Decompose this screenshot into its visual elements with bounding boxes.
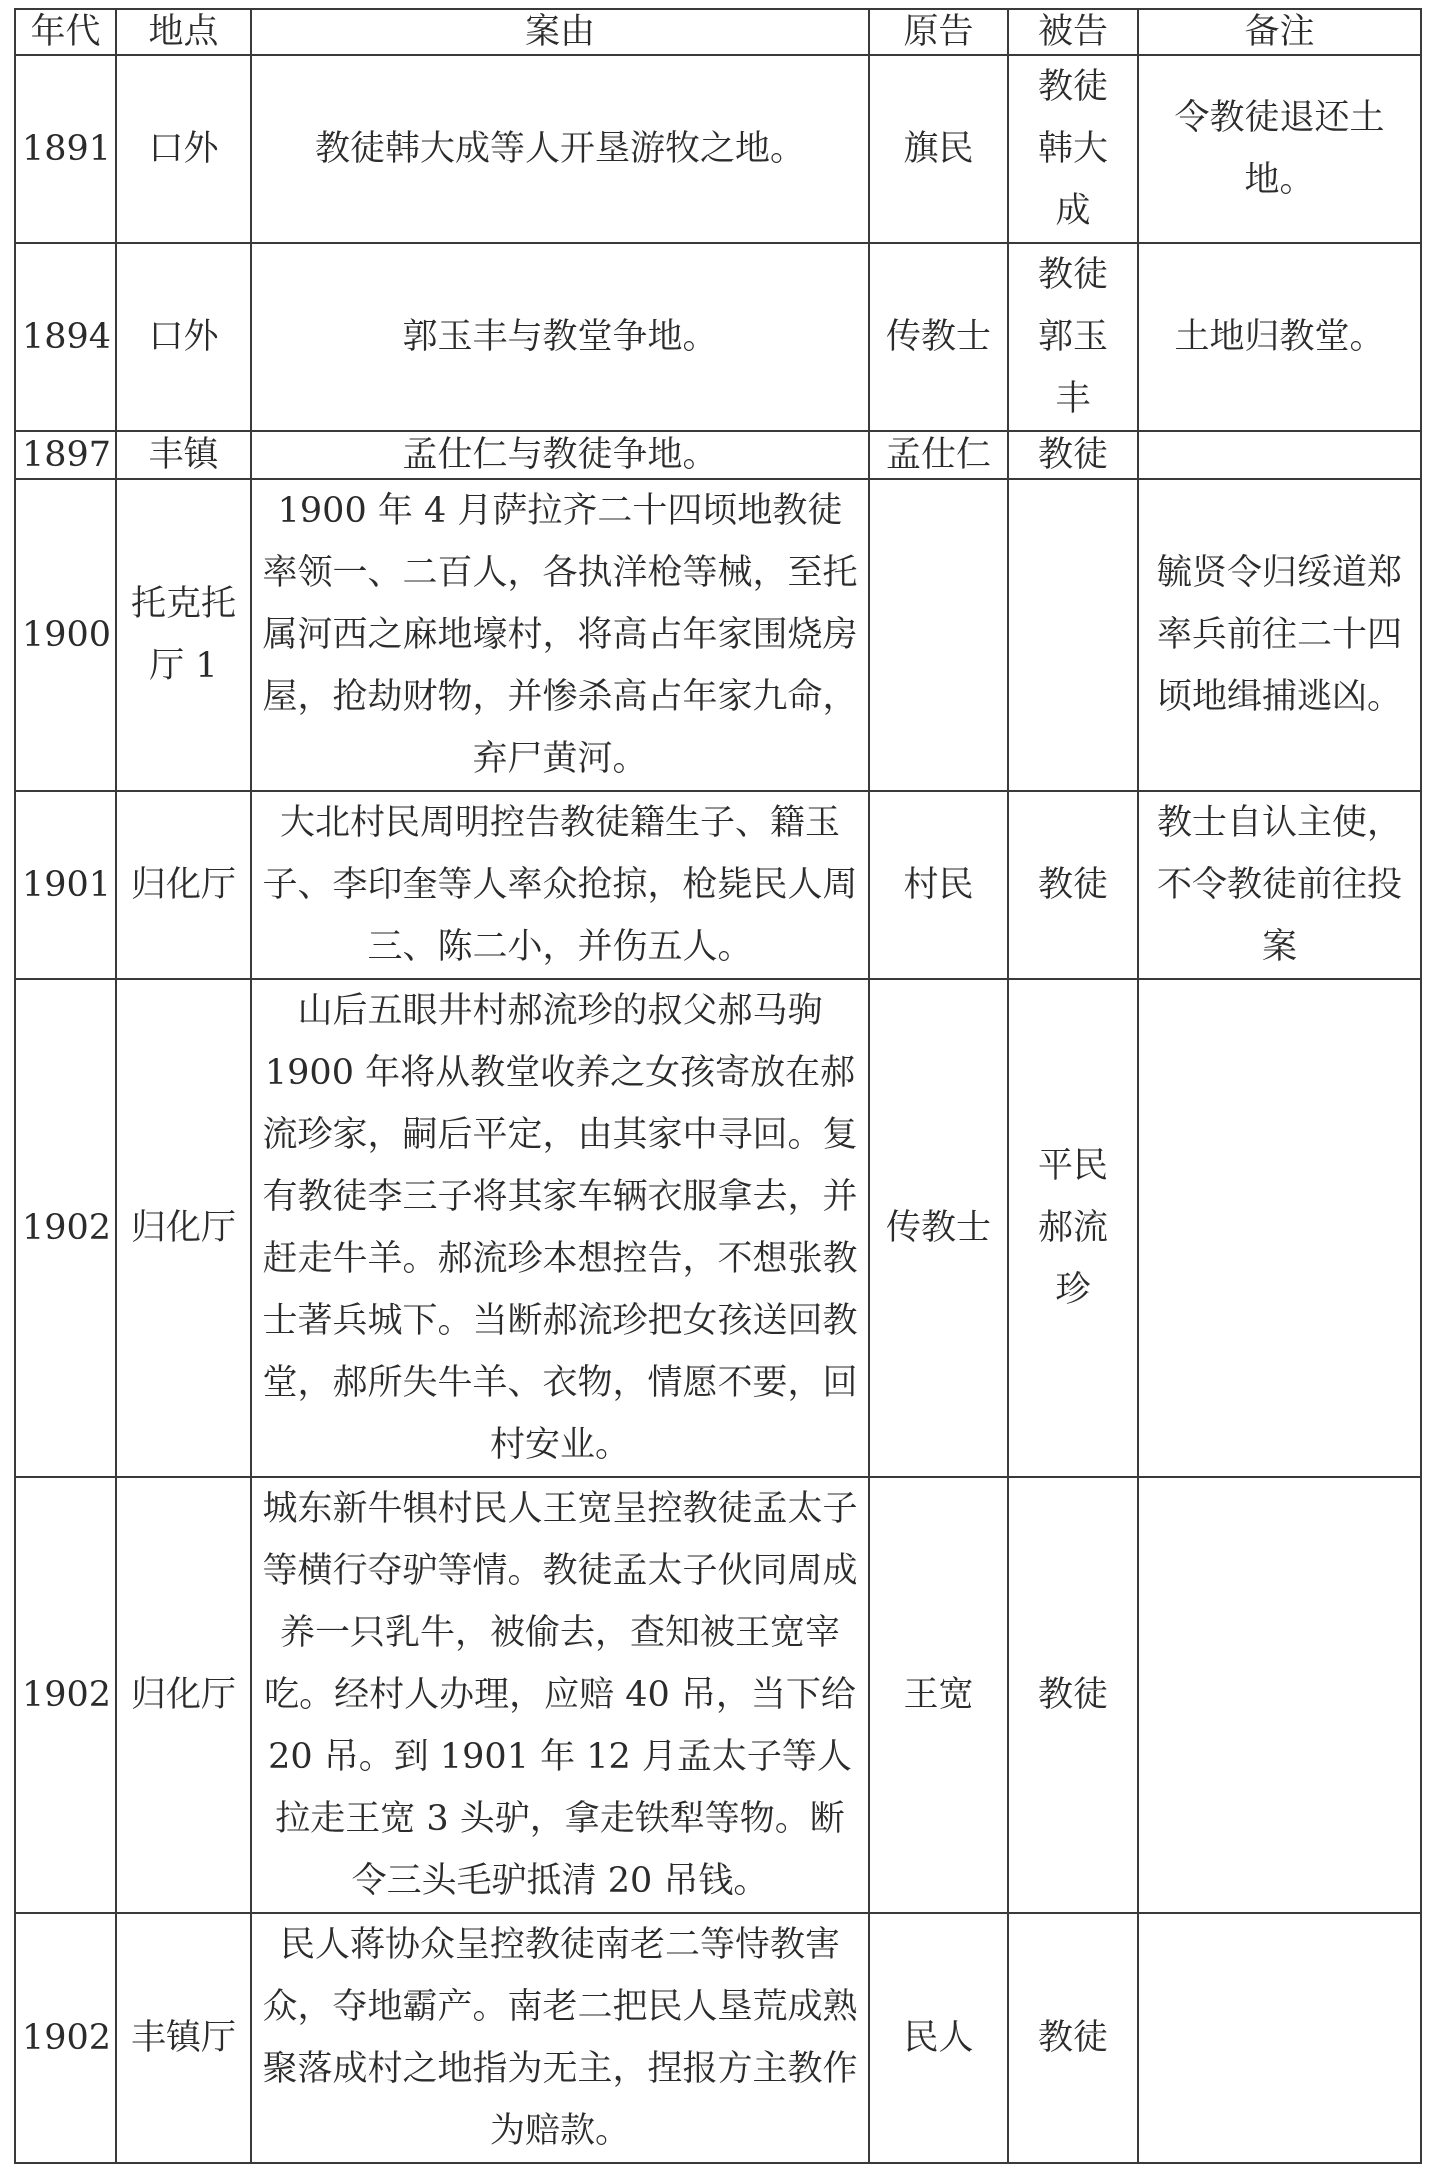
cell-plaintiff: 村民 [869, 791, 1008, 979]
cell-plaintiff: 传教士 [869, 979, 1008, 1477]
cell-plaintiff: 民人 [869, 1913, 1008, 2163]
cell-case: 1900 年 4 月萨拉齐二十四顷地教徒率领一、二百人，各执洋枪等械，至托属河西之麻地壕村，将高占年家围烧房屋，抢劫财物，并惨杀高占年家九命，弃尸黄河。 [251, 479, 869, 791]
header-case: 案由 [251, 9, 869, 55]
cell-case: 大北村民周明控告教徒籍生子、籍玉子、李印奎等人率众抢掠，枪毙民人周三、陈二小，并伤五人。 [251, 791, 869, 979]
cell-note [1138, 1913, 1421, 2163]
cell-year: 1902 [15, 979, 116, 1477]
cell-case: 孟仕仁与教徒争地。 [251, 431, 869, 479]
cell-defendant [1008, 479, 1138, 791]
header-note: 备注 [1138, 9, 1421, 55]
cell-defendant: 教徒郭玉丰 [1008, 243, 1138, 431]
cell-case: 教徒韩大成等人开垦游牧之地。 [251, 55, 869, 243]
cell-place: 托克托厅 1 [116, 479, 251, 791]
cell-place: 归化厅 [116, 791, 251, 979]
cell-place: 口外 [116, 55, 251, 243]
cell-place: 归化厅 [116, 1477, 251, 1913]
cell-note: 教士自认主使，不令教徒前往投案 [1138, 791, 1421, 979]
cell-note [1138, 1477, 1421, 1913]
cell-plaintiff: 孟仕仁 [869, 431, 1008, 479]
header-plaintiff: 原告 [869, 9, 1008, 55]
cell-defendant: 教徒 [1008, 791, 1138, 979]
cell-defendant: 平民郝流珍 [1008, 979, 1138, 1477]
header-defendant: 被告 [1008, 9, 1138, 55]
cell-note: 毓贤令归绥道郑率兵前往二十四顷地缉捕逃凶。 [1138, 479, 1421, 791]
cell-plaintiff: 传教士 [869, 243, 1008, 431]
cell-plaintiff: 旗民 [869, 55, 1008, 243]
cell-year: 1901 [15, 791, 116, 979]
cell-defendant: 教徒 [1008, 1477, 1138, 1913]
cell-year: 1897 [15, 431, 116, 479]
header-year: 年代 [15, 9, 116, 55]
table-row [15, 243, 1421, 431]
cell-case: 民人蒋协众呈控教徒南老二等恃教害众，夺地霸产。南老二把民人垦荒成熟聚落成村之地指为无主，捏报方主教作为赔款。 [251, 1913, 869, 2163]
cell-place: 丰镇厅 [116, 1913, 251, 2163]
cell-case: 城东新牛犋村民人王宽呈控教徒孟太子等横行夺驴等情。教徒孟太子伙同周成养一只乳牛，被偷去，查知被王宽宰吃。经村人办理，应赔 40 吊，当下给 20 吊。到 1901 年 12 月孟太子等人拉走王宽 3 头驴，拿走铁犁等物。断令三头毛驴抵清 20 吊钱。 [251, 1477, 869, 1913]
cell-case: 郭玉丰与教堂争地。 [251, 243, 869, 431]
cell-year: 1902 [15, 1477, 116, 1913]
cell-place: 归化厅 [116, 979, 251, 1477]
table-header-row [15, 9, 1421, 55]
case-table-container [14, 8, 1420, 2164]
table-row [15, 979, 1421, 1477]
cell-place: 口外 [116, 243, 251, 431]
cell-year: 1894 [15, 243, 116, 431]
cell-place: 丰镇 [116, 431, 251, 479]
cell-year: 1902 [15, 1913, 116, 2163]
header-place: 地点 [116, 9, 251, 55]
cell-plaintiff [869, 479, 1008, 791]
missionary-case-table [14, 8, 1422, 2164]
cell-year: 1891 [15, 55, 116, 243]
cell-year: 1900 [15, 479, 116, 791]
table-row [15, 791, 1421, 979]
cell-plaintiff: 王宽 [869, 1477, 1008, 1913]
cell-case: 山后五眼井村郝流珍的叔父郝马驹 1900 年将从教堂收养之女孩寄放在郝流珍家，嗣后平定，由其家中寻回。复有教徒李三子将其家车辆衣服拿去，并赶走牛羊。郝流珍本想控告，不想张教士著兵城下。当断郝流珍把女孩送回教堂，郝所失牛羊、衣物，情愿不要，回村安业。 [251, 979, 869, 1477]
cell-defendant: 教徒 [1008, 431, 1138, 479]
table-row [15, 1477, 1421, 1913]
table-row [15, 55, 1421, 243]
cell-defendant: 教徒韩大成 [1008, 55, 1138, 243]
cell-note: 令教徒退还土地。 [1138, 55, 1421, 243]
table-row [15, 479, 1421, 791]
cell-defendant: 教徒 [1008, 1913, 1138, 2163]
cell-note [1138, 431, 1421, 479]
cell-note: 土地归教堂。 [1138, 243, 1421, 431]
table-row [15, 1913, 1421, 2163]
cell-note [1138, 979, 1421, 1477]
table-row [15, 431, 1421, 479]
